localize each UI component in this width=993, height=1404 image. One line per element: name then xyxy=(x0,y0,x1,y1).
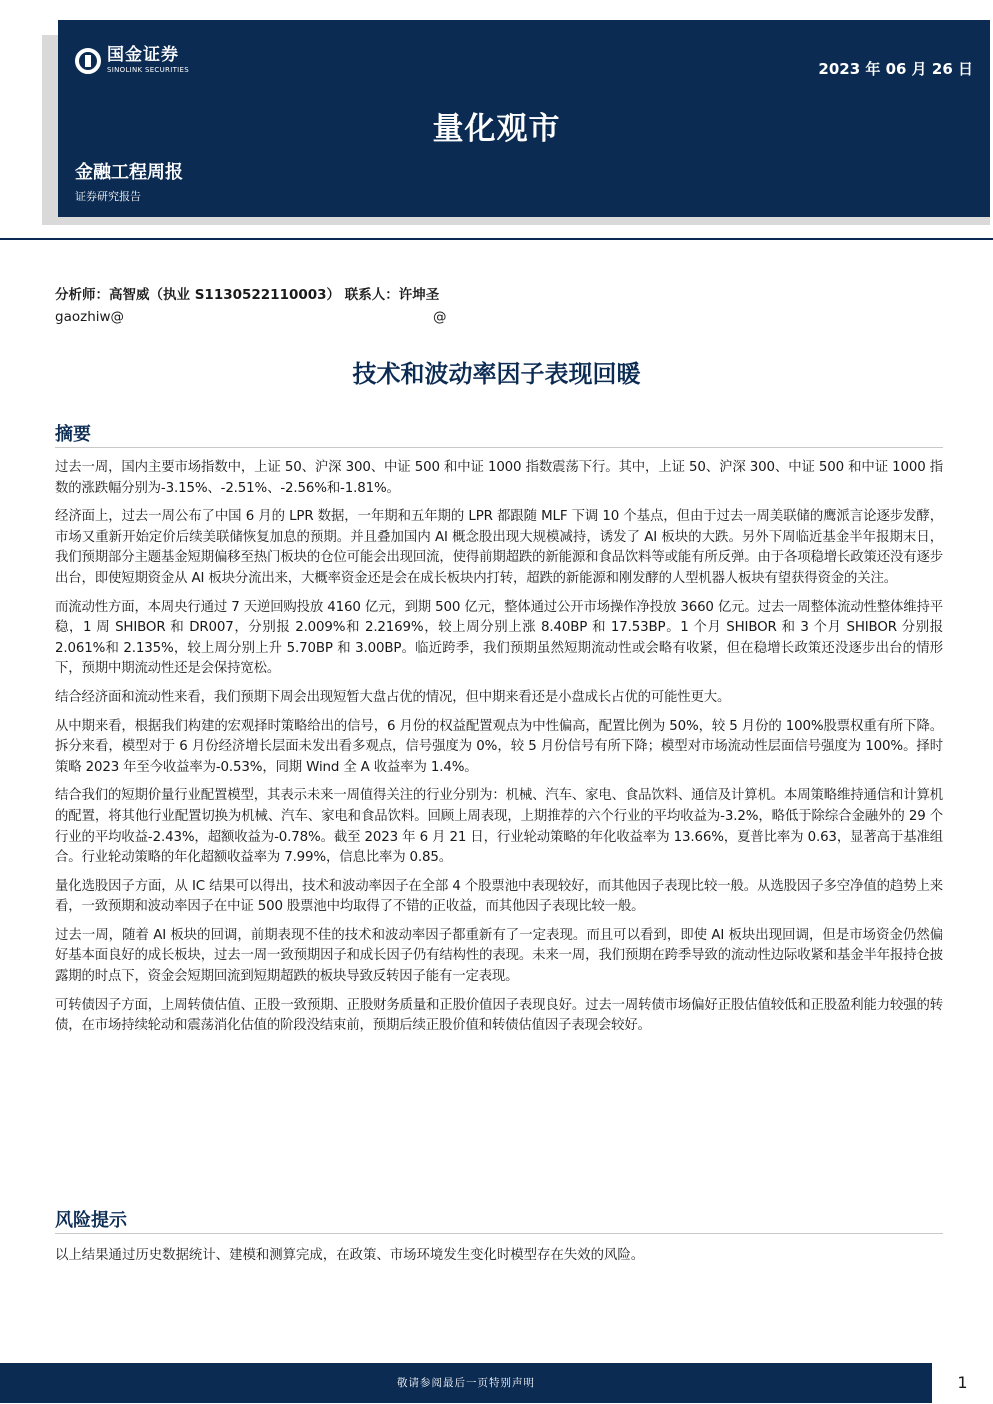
analyst-email[interactable]: gaozhiw@ xyxy=(55,309,125,325)
risk-divider xyxy=(55,1233,943,1234)
summary-paragraph: 可转债因子方面，上周转债估值、正股一致预期、正股财务质量和正股价值因子表现良好。过去一周转债市场偏好正股估值较低和正股盈利能力较强的转债，在市场持续轮动和震荡消化估值的阶段没结束前，预期后续正股价值和转债估值因子表现会较好。 xyxy=(55,997,943,1034)
summary-paragraph: 过去一周，国内主要市场指数中，上证 50、沪深 300、中证 500 和中证 1000 指数震荡下行。其中，上证 50、沪深 300、中证 500 和中证 1000 指数的涨跌幅分别为-3.15%、-2.51%、-2.56%和-1.81%。 xyxy=(55,460,943,496)
analyst-line: 分析师：高智威（执业 S1130522110003） 联系人：许坤圣 xyxy=(55,287,440,303)
summary-paragraph: 而流动性方面，本周央行通过 7 天逆回购投放 4160 亿元，到期 500 亿元，整体通过公开市场操作净投放 3660 亿元。过去一周整体流动性整体维持平稳，1 周 SHIBOR 和 DR007，分别报 2.009%和 2.2169%，较上周分别上涨 8.40BP 和 17.53BP。1 个月 SHIBOR 和 3 个月 SHIBOR 分别报 2.061%和 2.135%，较上周分别上升 5.70BP 和 3.00BP。临近跨季，我们预期虽然短期流动性或会略有收紧，但在稳增长政策还没逐步出台的情形下，预期中期流动性还是会保持宽松。 xyxy=(55,599,943,677)
logo-icon xyxy=(75,48,101,74)
logo-text-en: SINOLINK SECURITIES xyxy=(107,66,189,74)
summary-paragraph: 从中期来看，根据我们构建的宏观择时策略给出的信号，6 月份的权益配置观点为中性偏高，配置比例为 50%，较 5 月份的 100%股票权重有所下降。拆分来看，模型对于 6 月份经济增长层面未发出看多观点，信号强度为 0%，较 5 月份信号有所下降；模型对市场流动性层面信号强度为 100%。择时策略 2023 年至今收益率为-0.53%，同期 Wind 全 A 收益率为 1.4%。 xyxy=(55,718,943,775)
report-type: 金融工程周报 xyxy=(75,162,183,183)
summary-heading: 摘要 xyxy=(55,424,91,445)
company-logo xyxy=(75,46,189,75)
report-subtitle: 证券研究报告 xyxy=(75,190,141,203)
summary-divider xyxy=(55,447,943,448)
risk-text: 以上结果通过历史数据统计、建模和测算完成，在政策、市场环境发生变化时模型存在失效的风险。 xyxy=(55,1248,645,1263)
summary-paragraph: 过去一周，随着 AI 板块的回调，前期表现不佳的技术和波动率因子都重新有了一定表现。而且可以看到，即使 AI 板块出现回调，但是市场资金仍然偏好基本面良好的成长板块，过去一周一致预期因子和成长因子仍有结构性的表现。未来一周，我们预期在跨季导致的流动性边际收紧和基金半年报持仓披露期的时点下，资金会短期回流到短期超跌的板块导致反转因子能有一定表现。 xyxy=(55,927,943,985)
report-date: 2023 年 06 月 26 日 xyxy=(818,60,973,78)
contact-email[interactable]: @ xyxy=(433,309,447,325)
logo-text-cn: 国金证券 xyxy=(107,45,179,65)
email-row xyxy=(55,309,475,329)
summary-paragraph: 经济面上，过去一周公布了中国 6 月的 LPR 数据，一年期和五年期的 LPR 都跟随 MLF 下调 10 个基点，但由于过去一周美联储的鹰派言论逐步发酵，市场又重新开始定价后续美联储恢复加息的预期。并且叠加国内 AI 概念股出现大规模减持，诱发了 AI 板块的大跌。另外下周临近基金半年报期末日，我们预期部分主题基金短期偏移至热门板块的仓位可能会出现回流，使得前期超跌的新能源和食品饮料等或能有所反弹。由于各项稳增长政策还没有逐步出台，即使短期资金从 AI 板块分流出来，大概率资金还是会在成长板块内打转，超跌的新能源和刚发酵的人型机器人板块有望获得资金的关注。 xyxy=(55,509,943,586)
summary-body xyxy=(55,458,943,1045)
risk-heading: 风险提示 xyxy=(55,1210,127,1231)
footer-notice: 敬请参阅最后一页特别声明 xyxy=(397,1377,535,1389)
column-title: 量化观市 xyxy=(432,111,561,147)
summary-paragraph: 结合经济面和流动性来看，我们预期下周会出现短暂大盘占优的情况，但中期来看还是小盘成长占优的可能性更大。 xyxy=(55,689,731,705)
summary-paragraph: 量化选股因子方面，从 IC 结果可以得出，技术和波动率因子在全部 4 个股票池中表现较好，而其他因子表现比较一般。从选股因子多空净值的趋势上来看，一致预期和波动率因子在中证 500 股票池中均取得了不错的正收益，而其他因子表现比较一般。 xyxy=(55,878,943,915)
report-title: 技术和波动率因子表现回暖 xyxy=(352,360,641,388)
summary-paragraph: 结合我们的短期价量行业配置模型，其表示未来一周值得关注的行业分别为：机械、汽车、家电、食品饮料、通信及计算机。本周策略维持通信和计算机的配置，将其他行业配置切换为机械、汽车、家电和食品饮料。回顾上周表现，上期推荐的六个行业的平均收益为-3.2%，略低于除综合金融外的 29 个行业的平均收益-2.43%，超额收益为-0.78%。截至 2023 年 6 月 21 日，行业轮动策略的年化收益率为 13.66%，夏普比率为 0.63，显著高于基准组合。行业轮动策略的年化超额收益率为 7.99%，信息比率为 0.85。 xyxy=(55,788,943,866)
page-number: 1 xyxy=(957,1373,968,1392)
header-divider xyxy=(0,238,993,240)
